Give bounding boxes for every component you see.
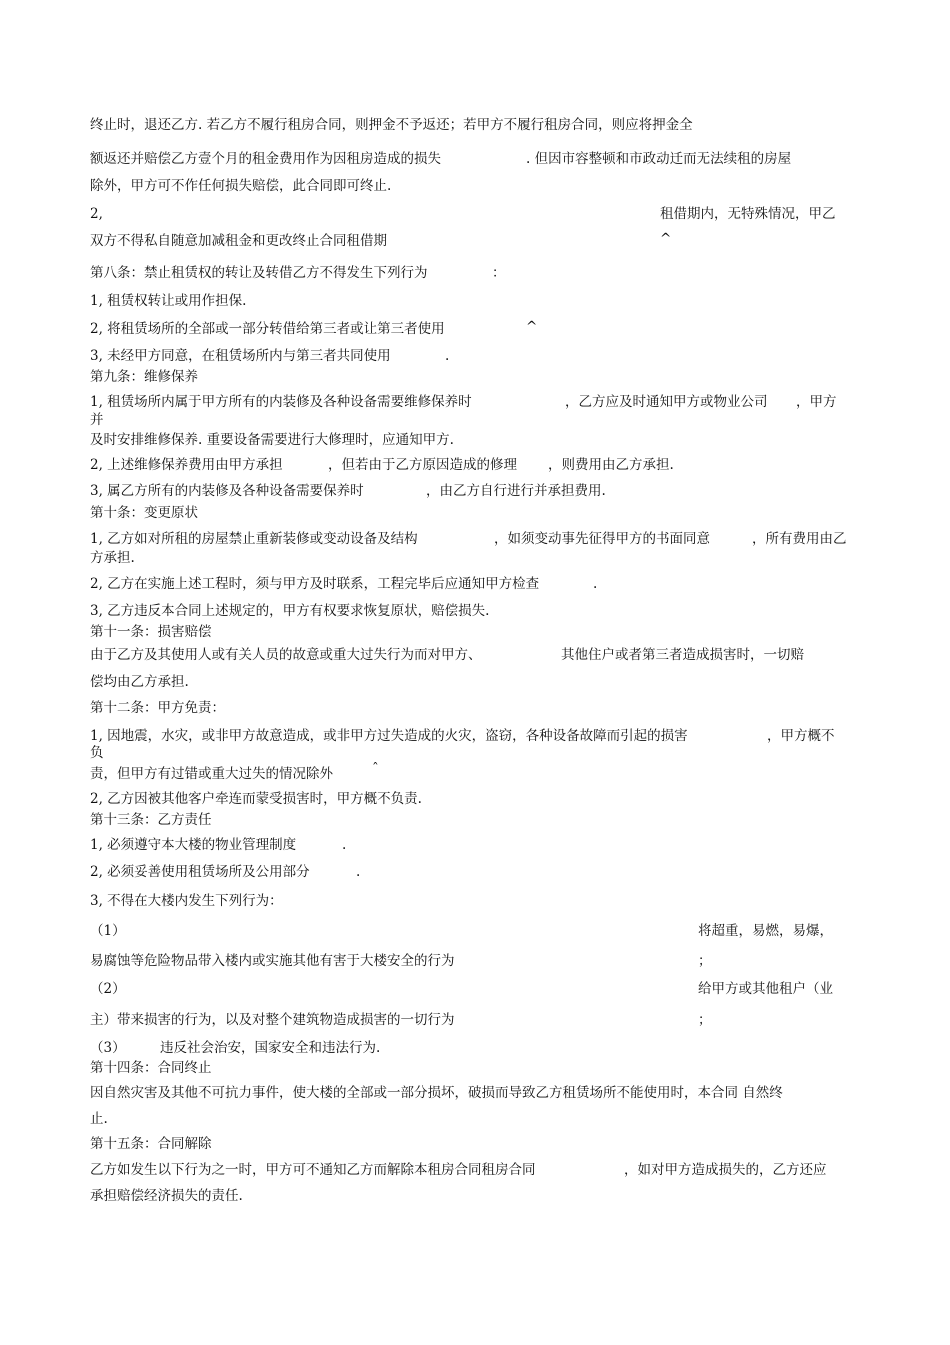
section-heading: 第八条：禁止租赁权的转让及转借乙方不得发生下列行为 [90, 265, 428, 281]
text-line: 并 [90, 412, 104, 428]
text-line: 给甲方或其他租户（业 [698, 981, 833, 997]
text-line: 承担赔偿经济损失的责任. [90, 1188, 243, 1204]
list-item: （3） [90, 1040, 126, 1056]
text-line: 额返还并赔偿乙方壹个月的租金费用作为因租房造成的损失 [90, 151, 441, 167]
list-item: 2, 必须妥善使用租赁场所及公用部分 [90, 864, 310, 880]
text-line: ，甲方 [796, 394, 837, 410]
list-item: 1, 乙方如对所租的房屋禁止重新装修或变动设备及结构 [90, 531, 418, 547]
text-line: ： [492, 265, 506, 281]
list-item: 1, 租赁权转让或用作担保. [90, 293, 247, 309]
text-line: 偿均由乙方承担. [90, 674, 189, 690]
text-line: ，所有费用由乙 [752, 531, 847, 547]
list-item: （1） [90, 923, 126, 939]
list-item: 3, 属乙方所有的内装修及各种设备需要保养时 [90, 483, 364, 499]
text-line: 其他住户或者第三者造成损害时，一切赔 [561, 647, 804, 663]
text-line: ，如须变动事先征得甲方的书面同意 [494, 531, 710, 547]
text-line: 止. [90, 1111, 108, 1127]
text-line: ^ [526, 319, 538, 335]
text-line: 及时安排维修保养. 重要设备需要进行大修理时，应通知甲方. [90, 432, 454, 448]
section-heading: 第十条：变更原状 [90, 505, 198, 521]
list-item: 2, 将租赁场所的全部或一部分转借给第三者或让第三者使用 [90, 321, 445, 337]
text-line: 租借期内，无特殊情况，甲乙 [660, 206, 836, 222]
text-line: 将超重，易燃，易爆， [698, 923, 833, 939]
text-line: 违反社会治安，国家安全和违法行为. [160, 1040, 381, 1056]
section-heading: 第九条：维修保养 [90, 369, 198, 385]
text-line: 因自然灾害及其他不可抗力事件，使大楼的全部或一部分损坏，破损而导致乙方租赁场所不能使用时，本合同 自然终 [90, 1085, 783, 1101]
text-line: ，由乙方自行进行并承担费用. [426, 483, 606, 499]
text-line: 责，但甲方有过错或重大过失的情况除外 [90, 766, 333, 782]
text-line: 除外，甲方可不作任何损失赔偿，此合同即可终止. [90, 178, 392, 194]
section-heading: 第十四条：合同终止 [90, 1060, 212, 1076]
list-item: 1, 必须遵守本大楼的物业管理制度 [90, 837, 297, 853]
section-heading: 第十五条：合同解除 [90, 1136, 212, 1152]
text-line: . 但因市容整顿和市政动迁而无法续租的房屋 [526, 151, 792, 167]
list-item: 3, 乙方违反本合同上述规定的，甲方有权要求恢复原状，赔偿损失. [90, 603, 490, 619]
text-line: 由于乙方及其使用人或有关人员的故意或重大过失行为而对甲方、 [90, 647, 482, 663]
text-line: 2, [90, 206, 103, 222]
text-line: ˆ [372, 761, 379, 777]
text-line: 主）带来损害的行为，以及对整个建筑物造成损害的一切行为 [90, 1012, 455, 1028]
text-line: ，如对甲方造成损失的，乙方还应 [624, 1162, 827, 1178]
text-line: . [445, 348, 450, 364]
list-item: （2） [90, 981, 126, 997]
text-line: 易腐蚀等危险物品带入楼内或实施其他有害于大楼安全的行为 [90, 953, 455, 969]
text-line: 负 [90, 745, 104, 761]
text-line: 方承担. [90, 550, 135, 566]
list-item: 3, 未经甲方同意，在租赁场所内与第三者共同使用 [90, 348, 391, 364]
list-item: 2, 乙方在实施上述工程时，须与甲方及时联系，工程完毕后应通知甲方检查 [90, 576, 540, 592]
text-line: 终止时，退还乙方. 若乙方不履行租房合同，则押金不予返还；若甲方不履行租房合同，则应将押金全 [90, 117, 693, 133]
section-heading: 第十三条：乙方责任 [90, 812, 212, 828]
text-line: ，乙方应及时通知甲方或物业公司 [565, 394, 768, 410]
list-item: 3, 不得在大楼内发生下列行为： [90, 893, 283, 909]
list-item: 1, 租赁场所内属于甲方所有的内装修及各种设备需要维修保养时 [90, 394, 472, 410]
text-line: 乙方如发生以下行为之一时，甲方可不通知乙方而解除本租房合同租房合同 [90, 1162, 536, 1178]
text-line: . [342, 837, 347, 853]
section-heading: 第十一条：损害赔偿 [90, 624, 212, 640]
list-item: 2, 乙方因被其他客户牵连而蒙受损害时，甲方概不负责. [90, 791, 422, 807]
text-line: ，则费用由乙方承担. [548, 457, 674, 473]
list-item: 2, 上述维修保养费用由甲方承担 [90, 457, 283, 473]
text-line: ^ [660, 231, 672, 247]
text-line: 双方不得私自随意加减租金和更改终止合同租借期 [90, 233, 387, 249]
text-line: ，但若由于乙方原因造成的修理 [328, 457, 517, 473]
section-heading: 第十二条：甲方免责： [90, 700, 225, 716]
text-line: ，甲方概不 [767, 728, 835, 744]
text-line: . [593, 576, 598, 592]
list-item: 1, 因地震，水灾，或非甲方故意造成，或非甲方过失造成的火灾，盗窃，各种设备故障而引起的损害 [90, 728, 688, 744]
text-line: . [356, 864, 361, 880]
text-line: ； [698, 1012, 712, 1028]
text-line: ； [698, 953, 712, 969]
